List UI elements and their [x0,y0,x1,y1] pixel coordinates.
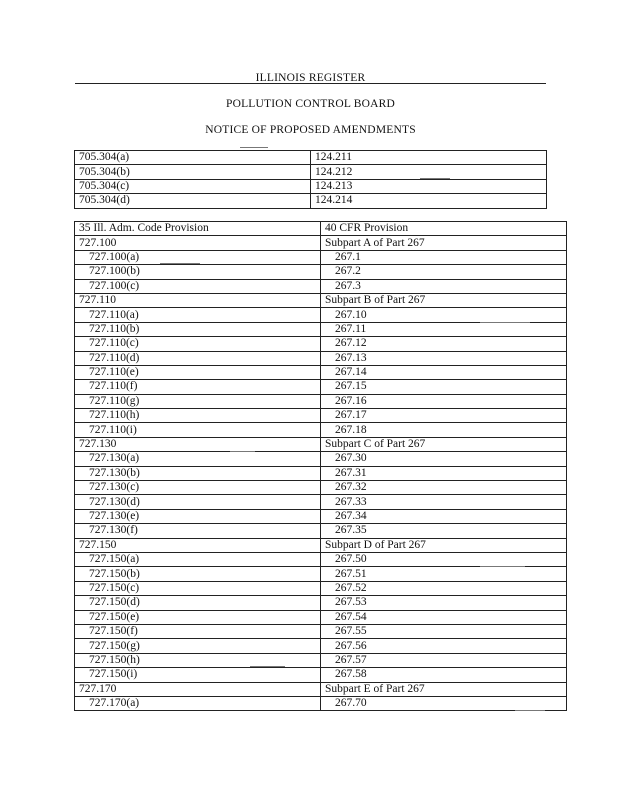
table-row [75,596,567,610]
table-row [75,151,547,165]
il-provision-cell: 727.110(a) [75,308,321,322]
il-provision-cell: 727.150(a) [75,552,321,566]
scan-artifact [230,451,255,452]
table-row [75,581,567,595]
cfr-provision-cell: Subpart C of Part 267 [321,437,567,451]
il-provision-cell: 727.170 [75,682,321,696]
table-row [75,409,567,423]
table-row [75,481,567,495]
il-provision-cell: 705.304(c) [75,179,311,193]
table-row [75,452,567,466]
il-provision-cell: 727.110(e) [75,365,321,379]
table-row [75,165,547,179]
il-provision-cell: 727.110 [75,293,321,307]
cfr-provision-cell: 267.10 [321,308,567,322]
il-provision-cell: 727.130(e) [75,509,321,523]
cfr-provision-cell: 267.70 [321,696,567,710]
cfr-provision-cell: 267.15 [321,380,567,394]
scan-artifact [480,566,525,567]
il-provision-cell: 727.130(d) [75,495,321,509]
scan-artifact [160,263,200,264]
table-row [75,279,567,293]
table-row [75,351,567,365]
il-provision-cell: 727.150(i) [75,668,321,682]
table-row [75,610,567,624]
cfr-provision-cell: 124.214 [311,194,547,208]
provision-crosswalk-table [74,221,567,711]
il-provision-cell: 727.110(f) [75,380,321,394]
cfr-provision-cell: 267.51 [321,567,567,581]
table-row [75,567,567,581]
cfr-provision-cell: 267.50 [321,552,567,566]
table-row [75,194,547,208]
cfr-provision-cell: 267.52 [321,581,567,595]
il-provision-cell: 727.100(a) [75,250,321,264]
cfr-provision-cell: Subpart E of Part 267 [321,682,567,696]
table-row [75,236,567,250]
cfr-provision-cell: 267.12 [321,337,567,351]
cfr-provision-cell: 124.212 [311,165,547,179]
notice-title: NOTICE OF PROPOSED AMENDMENTS [205,124,416,136]
il-provision-cell: 727.100 [75,236,321,250]
il-provision-cell: 727.170(a) [75,696,321,710]
table-row [75,423,567,437]
il-provision-cell: 727.110(b) [75,322,321,336]
cfr-provision-cell: 267.17 [321,409,567,423]
cfr-provision-cell: 267.53 [321,596,567,610]
il-provision-cell: 727.150(f) [75,624,321,638]
table-row [75,179,547,193]
table-row [75,682,567,696]
il-provision-cell: 705.304(a) [75,151,311,165]
cfr-provision-cell: 267.56 [321,639,567,653]
il-provision-cell: 727.100(b) [75,265,321,279]
scan-artifact [420,178,450,179]
table-row [75,293,567,307]
il-provision-cell: 727.150(b) [75,567,321,581]
il-provision-cell: 727.110(g) [75,394,321,408]
provision-table-continued [74,150,547,209]
il-provision-cell: 727.110(h) [75,409,321,423]
table-row [75,495,567,509]
cfr-provision-cell: 267.1 [321,250,567,264]
scan-artifact [240,147,268,148]
table-row [75,380,567,394]
cfr-provision-cell: 267.30 [321,452,567,466]
scan-artifact [480,322,530,323]
cfr-provision-cell: Subpart D of Part 267 [321,538,567,552]
il-provision-cell: 727.130(c) [75,481,321,495]
cfr-provision-cell: 267.32 [321,481,567,495]
table-row [75,308,567,322]
cfr-provision-cell: 267.18 [321,423,567,437]
cfr-provision-cell: 267.35 [321,524,567,538]
cfr-provision-cell: 267.14 [321,365,567,379]
cfr-provision-cell: 267.34 [321,509,567,523]
table-row [75,337,567,351]
table-header-row [75,222,567,236]
table1-body [75,151,547,209]
table-row [75,265,567,279]
table-row [75,250,567,264]
table-row [75,322,567,336]
cfr-provision-cell: 267.58 [321,668,567,682]
table-row [75,437,567,451]
il-provision-cell: 727.130(f) [75,524,321,538]
cfr-provision-cell: 267.55 [321,624,567,638]
cfr-provision-cell: 124.213 [311,179,547,193]
il-provision-cell: 727.150(c) [75,581,321,595]
cfr-provision-cell: 267.13 [321,351,567,365]
table2-body [75,236,567,711]
scan-artifact [515,710,545,711]
header-cfr-provision: 40 CFR Provision [321,222,567,236]
table-row [75,696,567,710]
il-provision-cell: 727.150(d) [75,596,321,610]
cfr-provision-cell: 267.2 [321,265,567,279]
cfr-provision-cell: 267.54 [321,610,567,624]
table-row [75,509,567,523]
il-provision-cell: 727.150 [75,538,321,552]
register-title: ILLINOIS REGISTER [255,72,366,84]
table-row [75,552,567,566]
il-provision-cell: 727.110(i) [75,423,321,437]
il-provision-cell: 727.100(c) [75,279,321,293]
cfr-provision-cell: Subpart A of Part 267 [321,236,567,250]
table-row [75,394,567,408]
table-row [75,624,567,638]
table-row [75,524,567,538]
il-provision-cell: 727.130(a) [75,452,321,466]
il-provision-cell: 727.150(g) [75,639,321,653]
il-provision-cell: 727.130(b) [75,466,321,480]
cfr-provision-cell: 267.3 [321,279,567,293]
table-row [75,653,567,667]
il-provision-cell: 727.110(c) [75,337,321,351]
cfr-provision-cell: 267.16 [321,394,567,408]
il-provision-cell: 727.110(d) [75,351,321,365]
table-row [75,639,567,653]
header-il-provision: 35 Ill. Adm. Code Provision [75,222,321,236]
il-provision-cell: 727.130 [75,437,321,451]
board-name: POLLUTION CONTROL BOARD [225,98,395,110]
il-provision-cell: 727.150(e) [75,610,321,624]
table-row [75,668,567,682]
cfr-provision-cell: 267.33 [321,495,567,509]
cfr-provision-cell: Subpart B of Part 267 [321,293,567,307]
cfr-provision-cell: 267.31 [321,466,567,480]
cfr-provision-cell: 124.211 [311,151,547,165]
scan-artifact [250,666,285,667]
table-row [75,538,567,552]
il-provision-cell: 705.304(d) [75,194,311,208]
il-provision-cell: 727.150(h) [75,653,321,667]
table-row [75,365,567,379]
table-row [75,466,567,480]
cfr-provision-cell: 267.57 [321,653,567,667]
il-provision-cell: 705.304(b) [75,165,311,179]
cfr-provision-cell: 267.11 [321,322,567,336]
